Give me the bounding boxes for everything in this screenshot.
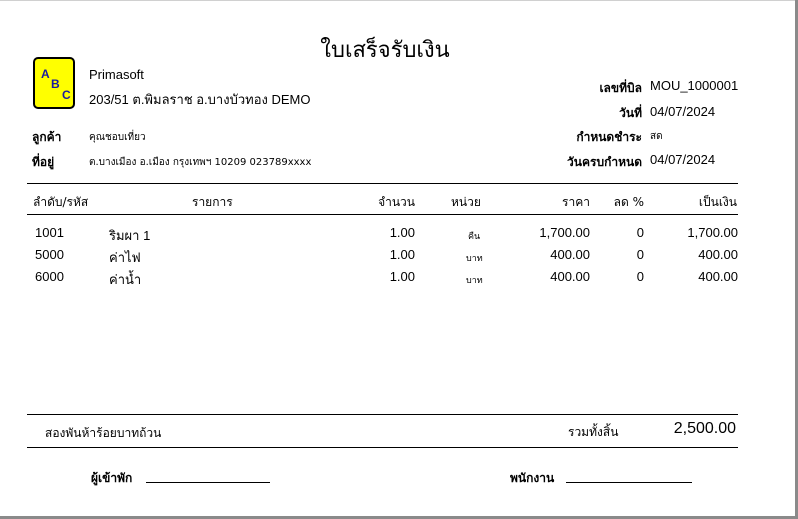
row-2-discount: 0 [636, 247, 644, 262]
header-discount: ลด % [613, 195, 644, 209]
staff-signature-label: พนักงาน [510, 471, 555, 485]
row-3-unit: บาท [466, 276, 483, 286]
row-2-code: 5000 [35, 247, 64, 262]
row-2-item: ค่าไฟ [109, 250, 141, 265]
receiver-signature-label: ผู้เข้าพัก [91, 471, 133, 485]
row-3-amount: 400.00 [698, 269, 738, 284]
header-qty: จำนวน [378, 195, 415, 209]
row-1-code: 1001 [35, 225, 64, 240]
row-2-qty: 1.00 [389, 247, 415, 262]
date-label: วันที่ [619, 106, 642, 120]
row-3-discount: 0 [636, 269, 644, 284]
customer-name: คุณชอบเที่ยว [89, 132, 146, 143]
row-3-code: 6000 [35, 269, 64, 284]
total-label: รวมทั้งสิ้น [568, 425, 619, 439]
date-value: 04/07/2024 [650, 104, 716, 119]
bill-no-value: MOU_1000001 [650, 78, 739, 93]
total-value: 2,500.00 [673, 420, 736, 437]
customer-label: ลูกค้า [32, 130, 62, 144]
company-address: 203/51 ต.พิมลราช อ.บางบัวทอง DEMO [89, 92, 311, 107]
row-3-qty: 1.00 [389, 269, 415, 284]
document-title: ใบเสร็จรับเงิน [320, 38, 450, 63]
company-logo [33, 57, 75, 109]
header-code: ลำดับ/รหัส [33, 195, 89, 209]
due-date-value: 04/07/2024 [650, 152, 716, 167]
customer-address-label: ที่อยู่ [32, 155, 55, 169]
total-top-rule [27, 414, 738, 415]
header-unit: หน่วย [451, 195, 481, 209]
row-1-amount: 1,700.00 [687, 225, 738, 240]
row-1-item: ริมผา 1 [109, 228, 151, 243]
table-top-rule [27, 183, 738, 184]
row-1-unit: คืน [468, 232, 481, 242]
staff-signature-line [566, 482, 692, 483]
row-1-qty: 1.00 [389, 225, 415, 240]
company-name: Primasoft [89, 67, 144, 82]
bill-no-label: เลขที่บิล [599, 81, 642, 95]
total-in-words: สองพันห้าร้อยบาทถ้วน [45, 426, 162, 440]
row-2-unit: บาท [466, 254, 483, 264]
row-2-price: 400.00 [550, 247, 590, 262]
logo-letter-a: A [41, 67, 50, 81]
row-1-price: 1,700.00 [539, 225, 590, 240]
terms-label: กำหนดชำระ [576, 130, 642, 144]
row-2-amount: 400.00 [698, 247, 738, 262]
logo-letter-c: C [62, 88, 71, 102]
header-item: รายการ [192, 195, 233, 209]
row-3-item: ค่าน้ำ [109, 272, 142, 287]
header-amount: เป็นเงิน [698, 195, 737, 209]
customer-address: ต.บางเมือง อ.เมือง กรุงเทพฯ 10209 023789xxxx [89, 157, 312, 168]
terms-value: สด [650, 131, 663, 142]
total-bottom-rule [27, 447, 738, 448]
row-3-price: 400.00 [550, 269, 590, 284]
receiver-signature-line [146, 482, 270, 483]
header-price: ราคา [562, 195, 590, 209]
logo-letter-b: B [51, 77, 60, 91]
due-date-label: วันครบกำหนด [567, 155, 642, 169]
table-header-rule [27, 214, 738, 215]
row-1-discount: 0 [636, 225, 644, 240]
page-top-border [0, 0, 798, 1]
